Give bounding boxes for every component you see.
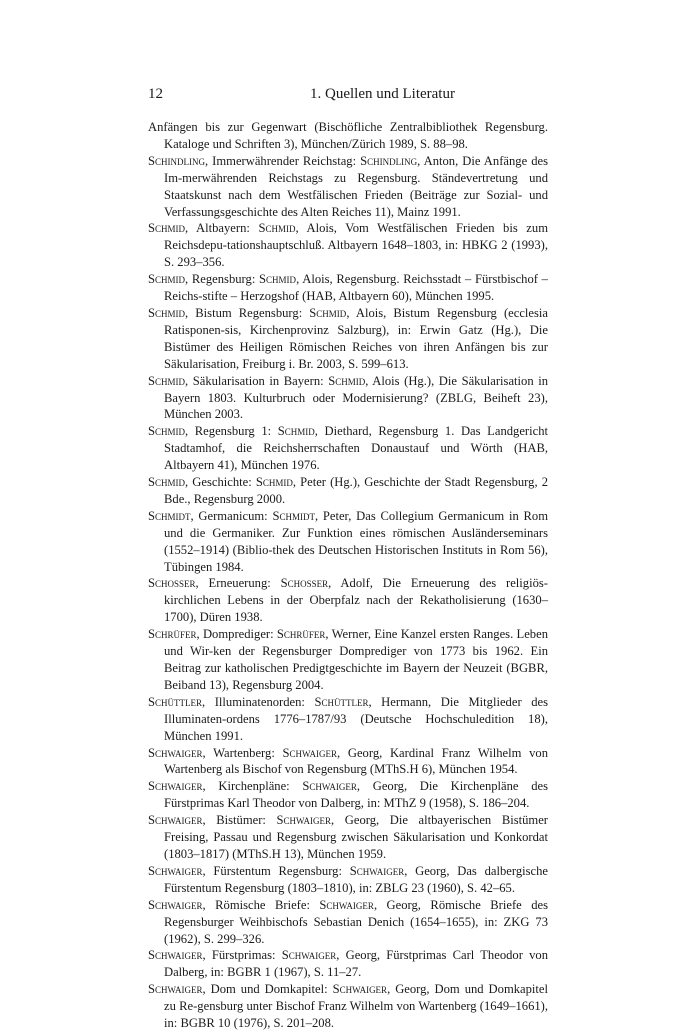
author: Schrüfer (276, 627, 326, 642)
bib-entry-continuation (148, 119, 548, 153)
short-title: , Geschichte: (185, 475, 256, 490)
short-author: Schmid (148, 424, 186, 439)
bib-entry (148, 745, 548, 779)
author: Schmid (255, 475, 293, 490)
page-number: 12 (148, 86, 163, 102)
citation: , Georg, Kardinal Franz Wilhelm von Wartenberg als Bischof von Regensburg (MThS.H 6), München 1954. (164, 745, 548, 777)
author: Schüttler (314, 694, 369, 709)
citation: , Anton, Die Anfänge des Im-merwährenden Reichstags zu Regensburg. Ständevertretung und Staatskunst nach dem Westfälischen Frieden (Beiträge zur Sozial- und Verfassungsgeschichte des Alten Reiches 11), Mainz 1991. (164, 153, 548, 219)
citation: , Georg, Das dalbergische Fürstentum Regensburg (1803–1810), in: ZBLG 23 (1960), S. 42–65. (164, 863, 548, 895)
bib-entry (148, 897, 548, 948)
citation: , Werner, Eine Kanzel ersten Ranges. Leben und Wir-ken der Regensburger Domprediger von 1773 bis 1962. Ein Beitrag zur katholischen Predigtgeschichte im Bayern der Neuzeit (BGBR, Beiband 13), Regensburg 2004. (164, 627, 548, 692)
author: Schwaiger (282, 745, 338, 760)
bib-entry (148, 575, 548, 626)
short-author: Schwaiger (148, 982, 203, 997)
citation: , Hermann, Die Mitglieder des Illuminaten-ordens 1776–1787/93 (Deutsche Hochschuledition 18), München 1991. (164, 694, 548, 743)
author: Schmidt (272, 508, 315, 523)
short-title: , Kirchenpläne: (202, 779, 303, 794)
citation: , Alois, Regensburg. Reichsstadt – Fürstbischof – Reichs-stifte – Herzogshof (HAB, Altbayern 60), München 1995. (164, 272, 548, 304)
short-title: , Domprediger: (196, 627, 277, 642)
short-title: , Erneuerung: (195, 576, 281, 591)
author: Schwaiger (332, 982, 388, 997)
author: Schwaiger (276, 813, 332, 828)
bib-entry (148, 626, 548, 694)
short-title: , Illuminatenorden: (202, 694, 315, 709)
short-title: , Regensburg 1: (185, 424, 278, 439)
citation: , Georg, Die altbayerischen Bistümer Freising, Passau und Regensburg zwischen Säkularisation und Konkordat (1803–1817) (MThS.H 13), München 1959. (164, 813, 548, 861)
short-author: Schmid (148, 272, 186, 287)
short-title: , Immerwährender Reichstag: (205, 153, 361, 168)
citation: , Peter, Das Collegium Germanicum in Rom und die Germaniker. Zur Funktion eines römischen Ausländerseminars (1552–1914) (Biblio-thek des Deutschen Historischen Instituts in Rom 56), Tübingen 1984. (164, 508, 548, 574)
short-author: Schmid (148, 475, 186, 490)
short-author: Schmid (148, 373, 186, 388)
short-author: Schwaiger (148, 863, 203, 878)
bib-entry (148, 305, 548, 373)
short-author: Schmid (148, 221, 186, 236)
author: Schmid (259, 272, 297, 287)
author: Schmid (258, 221, 296, 236)
citation: , Alois, Bistum Regensburg (ecclesia Ratisponen-sis, Kirchenprovinz Salzburg), in: Erwin Gatz (Hg.), Die Bistümer des Heiligen Römischen Reiches von ihren Anfängen bis zur Säkularisation, Freiburg i. Br. 2003, S. 599–613. (164, 305, 548, 371)
bib-entry (148, 271, 548, 305)
citation: , Diethard, Regensburg 1. Das Landgericht Stadtamhof, die Reichsherrschaften Donaustauf und Wörth (HAB, Altbayern 41), München 1976. (164, 424, 549, 473)
short-title: , Regensburg: (185, 272, 260, 287)
bib-entry (148, 220, 548, 271)
author: Schmid (309, 305, 347, 320)
bib-entry (148, 947, 548, 981)
short-author: Schwaiger (148, 813, 203, 828)
bib-entry (148, 863, 548, 897)
short-title: , Altbayern: (185, 221, 259, 236)
author: Schosser (280, 576, 329, 591)
author: Schwaiger (349, 863, 405, 878)
bib-entry (148, 153, 548, 221)
citation: , Georg, Dom und Domkapitel zu Re-gensburg unter Bischof Franz Wilhelm von Wartenberg (1649–1661), in: BGBR 10 (1976), S. 201–208. (164, 982, 549, 1031)
citation: , Georg, Römische Briefe des Regensburger Weihbischofs Sebastian Denich (1654–1655), in: ZKG 73 (1962), S. 299–326. (164, 897, 548, 946)
author: Schwaiger (302, 779, 357, 794)
chapter-title: 1. Quellen und Literatur (310, 86, 455, 102)
short-title: , Fürstentum Regensburg: (202, 863, 350, 878)
bib-entry (148, 508, 548, 576)
bibliography-list (148, 119, 548, 1032)
short-title: , Römische Briefe: (202, 897, 320, 912)
bib-entry (148, 474, 548, 508)
short-title: , Bistümer: (202, 813, 277, 828)
citation: , Adolf, Die Erneuerung des religiös-kirchlichen Lebens in der Oberpfalz nach der Rekatholisierung (1630–1700), Düren 1938. (164, 576, 548, 625)
short-author: Schwaiger (148, 779, 203, 794)
citation: , Georg, Die Kirchenpläne des Fürstprimas Karl Theodor von Dalberg, in: MThZ 9 (1958), S. 186–204. (164, 779, 548, 811)
short-author: Schindling (148, 153, 205, 168)
short-author: Schrüfer (148, 627, 197, 642)
citation: , Peter (Hg.), Geschichte der Stadt Regensburg, 2 Bde., Regensburg 2000. (164, 475, 548, 506)
short-author: Schwaiger (148, 897, 203, 912)
entry-text: Anfängen bis zur Gegenwart (Bischöfliche Zentralbibliothek Regensburg. Kataloge und Schriften 3), München/Zürich 1989, S. 88–98. (148, 120, 548, 151)
short-author: Schmidt (148, 508, 191, 523)
author: Schmid (277, 424, 315, 439)
short-title: , Säkularisation in Bayern: (185, 373, 329, 388)
citation: , Alois (Hg.), Die Säkularisation in Bayern 1803. Kulturbruch oder Modernisierung? (ZBLG, Beiheft 23), München 2003. (164, 373, 548, 422)
author: Schmid (328, 373, 366, 388)
short-author: Schwaiger (148, 948, 203, 963)
short-author: Schosser (148, 576, 196, 591)
author: Schwaiger (281, 948, 337, 963)
bib-entry (148, 373, 548, 424)
bib-entry (148, 778, 548, 812)
short-title: , Wartenberg: (202, 745, 283, 760)
author: Schwaiger (319, 897, 374, 912)
citation: , Georg, Fürstprimas Carl Theodor von Dalberg, in: BGBR 1 (1967), S. 11–27. (164, 948, 548, 980)
bib-entry (148, 694, 548, 745)
author: Schindling (360, 153, 418, 168)
bib-entry (148, 812, 548, 863)
short-author: Schmid (148, 305, 186, 320)
short-author: Schwaiger (148, 745, 203, 760)
bib-entry (148, 423, 548, 474)
short-title: , Germanicum: (190, 508, 273, 523)
short-title: , Dom und Domkapitel: (202, 982, 333, 997)
short-title: , Bistum Regensburg: (185, 305, 310, 320)
bib-entry (148, 981, 548, 1032)
running-head (148, 86, 548, 108)
citation: , Alois, Vom Westfälischen Frieden bis zum Reichsdepu-tationshauptschluß. Altbayern 1648–1803, in: HBKG 2 (1993), S. 293–356. (164, 221, 548, 270)
short-title: , Fürstprimas: (202, 948, 282, 963)
short-author: Schüttler (148, 694, 202, 709)
